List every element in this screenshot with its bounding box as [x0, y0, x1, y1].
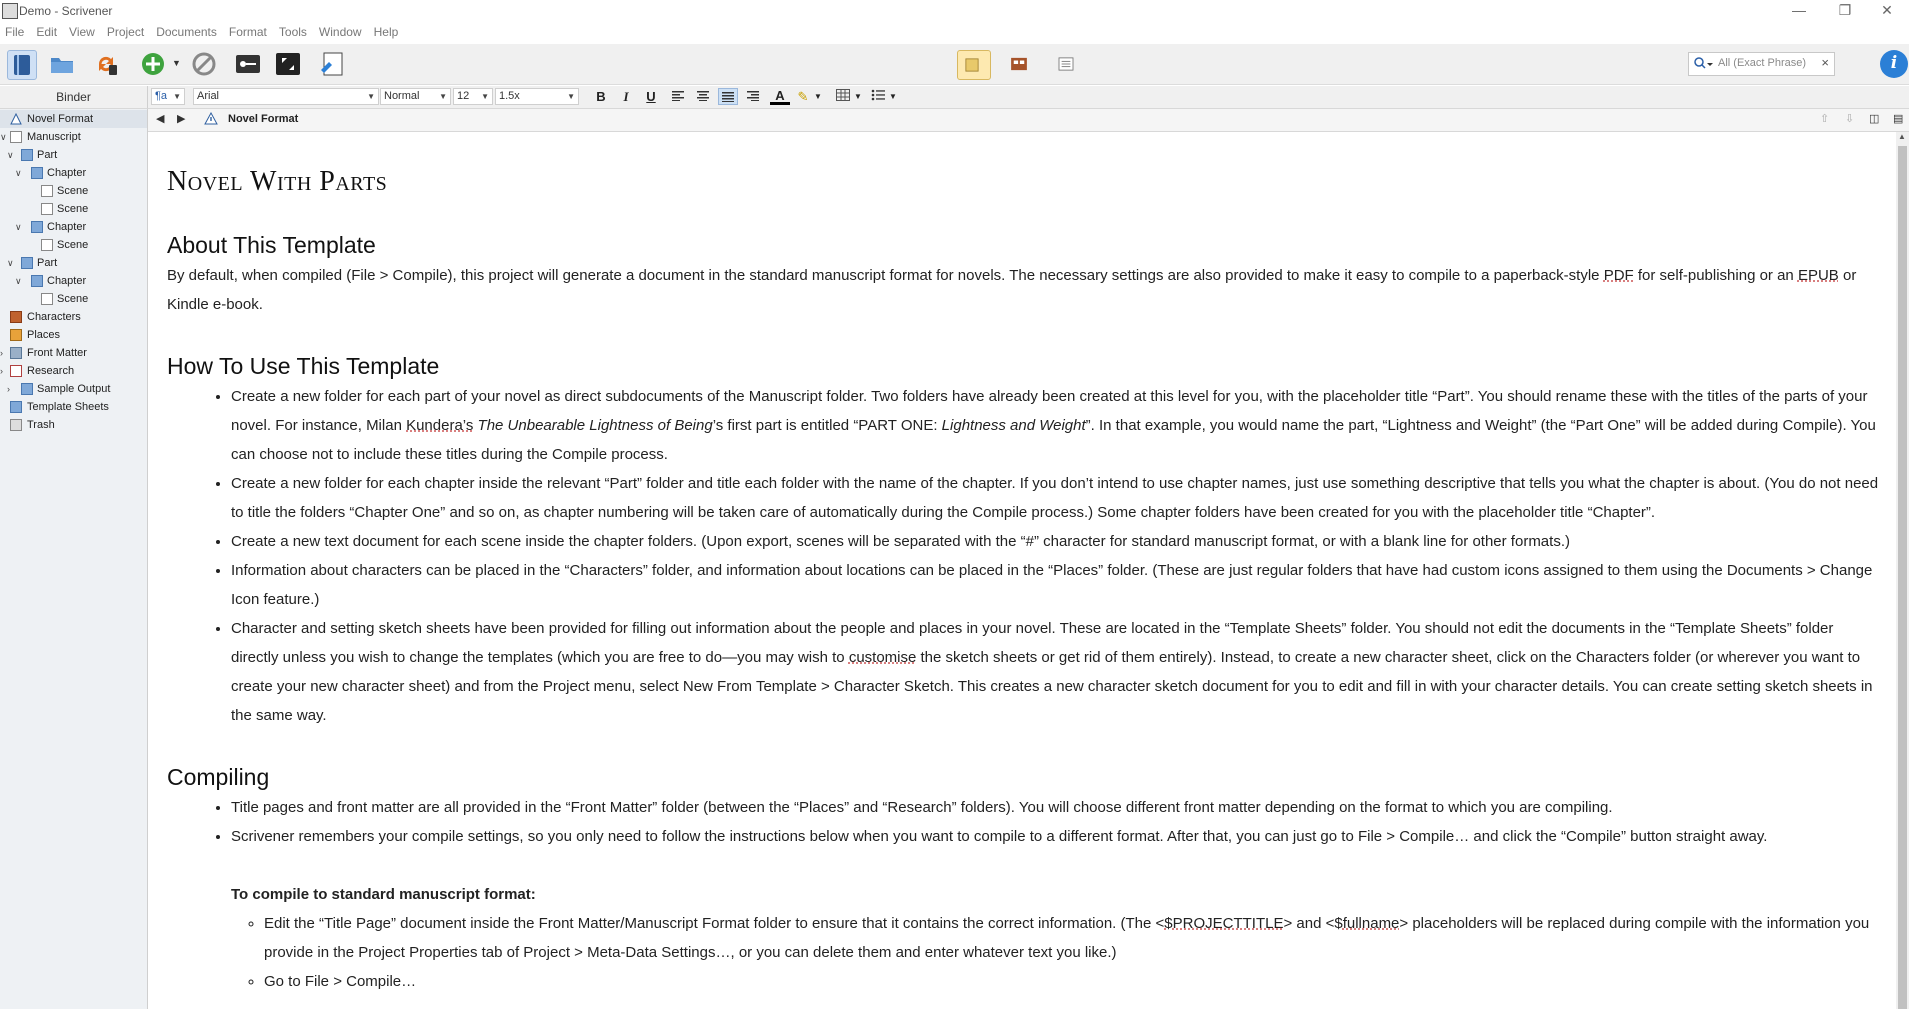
list-item: • Create a new text document for each scene inside the chapter folders. (Upon export, scenes will be separated with the “#” character for standard manuscript format, or with a blank line for other formats.)	[231, 527, 1879, 556]
binder-item-novel-format[interactable]: Novel Format	[0, 110, 147, 128]
research-icon	[10, 365, 22, 377]
places-icon	[10, 329, 22, 341]
align-right-icon	[747, 91, 759, 101]
delete-button[interactable]	[190, 50, 218, 78]
binder-item-front-matter[interactable]: › Front Matter	[0, 344, 147, 362]
binder-sidebar	[0, 109, 148, 1009]
binder-item-manuscript[interactable]: ∨ Manuscript	[0, 128, 147, 146]
underline-button[interactable]: U	[646, 89, 656, 104]
scroll-up-arrow-icon[interactable]: ▲	[1898, 132, 1906, 141]
open-folder-button[interactable]	[48, 50, 76, 78]
editor-text-area[interactable]	[148, 132, 1896, 1009]
warning-triangle-icon	[10, 113, 22, 125]
document-view-icon	[958, 51, 986, 79]
menu-project[interactable]: Project	[106, 25, 145, 39]
font-style-dropdown[interactable]: Normal ▼	[380, 88, 451, 105]
template-folder-icon	[10, 401, 22, 413]
list-item: ◦ Go to File > Compile…	[264, 967, 1879, 996]
menu-window[interactable]: Window	[318, 25, 362, 39]
title-bar	[0, 0, 1909, 22]
expand-arrow-icon[interactable]: ∨	[7, 150, 14, 160]
binder-item-template-sheets[interactable]: Template Sheets	[0, 398, 147, 416]
corkboard-view-button[interactable]	[1005, 50, 1037, 78]
binder-toggle-button[interactable]	[7, 50, 37, 80]
align-left-icon	[672, 91, 684, 101]
list-item: • Title pages and front matter are all provided in the “Front Matter” folder (between the “Places” and “Research” folders). You will choose different front matter depending on the format to which you are compiling.	[231, 793, 1879, 822]
next-document-icon[interactable]: ⇩	[1845, 113, 1855, 125]
binder-item-scene[interactable]: Scene	[0, 236, 147, 254]
binder-item-scene[interactable]: Scene	[0, 182, 147, 200]
binder-icon	[8, 51, 36, 79]
search-icon[interactable]	[1692, 56, 1714, 72]
keywords-button[interactable]	[234, 50, 262, 78]
table-dropdown-caret-icon[interactable]: ▼	[854, 92, 862, 101]
menu-edit[interactable]: Edit	[36, 25, 58, 39]
characters-icon	[10, 311, 22, 323]
expand-arrow-icon[interactable]: ∨	[15, 222, 22, 232]
menu-format[interactable]: Format	[228, 25, 267, 39]
key-icon	[234, 50, 262, 78]
menu-bar	[0, 22, 1909, 42]
list-item: • Information about characters can be placed in the “Characters” folder, and information about locations can be placed in the “Places” folder. (These are just regular folders that have had custom icons assigned to them using the Documents > Change Icon feature.)	[231, 556, 1879, 614]
search-input[interactable]: All (Exact Phrase)	[1718, 57, 1807, 69]
binder-item-part[interactable]: ∨ Part	[0, 254, 147, 272]
split-horizontal-icon[interactable]: ▤	[1893, 113, 1904, 125]
text-color-button[interactable]: A	[770, 88, 790, 105]
binder-header: Binder	[0, 86, 148, 109]
quick-reference-button[interactable]	[318, 50, 346, 78]
sync-button[interactable]	[92, 50, 120, 78]
collapse-arrow-icon[interactable]: ›	[0, 366, 3, 376]
document-icon	[41, 185, 53, 197]
close-button[interactable]: ✕	[1881, 2, 1893, 18]
restore-button[interactable]: ❐	[1838, 2, 1852, 18]
folder-icon	[48, 50, 76, 78]
forward-arrow-icon[interactable]: ▶	[177, 113, 186, 125]
compiling-heading: Compiling	[167, 764, 270, 790]
binder-item-part[interactable]: ∨ Part	[0, 146, 147, 164]
menu-view[interactable]: View	[69, 25, 95, 39]
editor-scrollbar[interactable]	[1896, 132, 1909, 1009]
about-paragraph: By default, when compiled (File > Compile), this project will generate a document in the standard manuscript format for novels. The necessary settings are also provided to make it easy to compile to a paperback-style PDF for self-publishing or an EPUB or Kindle e-book.	[167, 267, 1857, 313]
main-toolbar	[0, 44, 1909, 85]
binder-item-sample-output[interactable]: › Sample Output	[0, 380, 147, 398]
expand-arrow-icon[interactable]: ∨	[7, 258, 14, 268]
clear-search-icon[interactable]: ×	[1821, 55, 1829, 70]
how-to-heading: How To Use This Template	[167, 353, 440, 379]
previous-document-icon[interactable]: ⇧	[1820, 113, 1830, 125]
collapse-arrow-icon[interactable]: ›	[7, 384, 10, 394]
document-warning-icon	[204, 112, 218, 128]
binder-item-research[interactable]: › Research	[0, 362, 147, 380]
manuscript-icon	[10, 131, 22, 143]
collapse-arrow-icon[interactable]: ›	[0, 348, 3, 358]
binder-item-chapter[interactable]: ∨ Chapter	[0, 218, 147, 236]
binder-item-characters[interactable]: Characters	[0, 308, 147, 326]
menu-documents[interactable]: Documents	[156, 25, 217, 39]
sync-icon	[92, 50, 120, 78]
editor-document-title: Novel Format	[228, 113, 299, 125]
menu-tools[interactable]: Tools	[278, 25, 307, 39]
binder-item-trash[interactable]: Trash	[0, 416, 147, 434]
justify-icon	[722, 92, 734, 102]
italic-button[interactable]: I	[623, 89, 629, 104]
composition-mode-button[interactable]	[274, 50, 302, 78]
highlight-dropdown-caret-icon[interactable]: ▼	[814, 92, 822, 101]
line-spacing-dropdown[interactable]: 1.5x ▼	[495, 88, 579, 105]
corkboard-icon	[1005, 50, 1033, 78]
binder-item-scene[interactable]: Scene	[0, 200, 147, 218]
folder-icon	[10, 347, 22, 359]
back-arrow-icon[interactable]: ◀	[156, 113, 165, 125]
font-size-dropdown[interactable]: 12 ▼	[453, 88, 493, 105]
menu-file[interactable]: File	[5, 25, 25, 39]
justify-button[interactable]	[718, 88, 738, 105]
scrivener-app-icon	[2, 3, 18, 19]
expand-arrow-icon[interactable]: ∨	[15, 168, 22, 178]
add-icon	[139, 50, 167, 78]
font-family-dropdown[interactable]: Arial ▼	[193, 88, 379, 105]
folder-icon	[21, 383, 33, 395]
outliner-icon	[1052, 50, 1080, 78]
split-vertical-icon[interactable]: ◫	[1869, 113, 1880, 125]
format-bar	[148, 86, 1909, 109]
list-item: • Create a new folder for each chapter inside the relevant “Part” folder and title each folder with the name of the chapter. If you don’t intend to use chapter names, just use something descriptive that tells you what the chapter is about. (You do not need to title the folders “Chapter One” and so on, as chapter numbering will be taken care of automatically during the Compile process.) Some chapter folders have been created for you with the placeholder title “Chapter”.	[231, 469, 1879, 527]
list-dropdown-caret-icon[interactable]: ▼	[889, 92, 897, 101]
list-item: • Scrivener remembers your compile settings, so you only need to follow the instructions below when you want to compile to a different format. After that, you can just go to File > Compile… and click the “Compile” button straight away.	[231, 822, 1879, 851]
document-icon	[41, 293, 53, 305]
scrollbar-thumb[interactable]	[1898, 146, 1907, 1009]
expand-arrow-icon[interactable]: ∨	[15, 276, 22, 286]
align-center-icon	[697, 91, 709, 101]
menu-help[interactable]: Help	[373, 25, 399, 39]
bold-button[interactable]: B	[596, 89, 606, 104]
folder-icon	[31, 167, 43, 179]
folder-icon	[31, 221, 43, 233]
binder-item-chapter[interactable]: ∨ Chapter	[0, 164, 147, 182]
align-left-button[interactable]	[668, 88, 688, 105]
list-item: ◦ Edit the “Title Page” document inside the Front Matter/Manuscript Format folder to ensure that it contains the correct information. (The <$PROJECTTITLE> and <$fullname> placeholders will be replaced during compile with the information you provide in the Project Properties tab of Project > Meta-Data Settings…, or you can delete them and enter whatever text you like.)	[264, 909, 1879, 967]
about-heading: About This Template	[167, 232, 376, 258]
add-document-button[interactable]	[139, 50, 167, 78]
outliner-view-button[interactable]	[1052, 50, 1084, 78]
trash-icon	[10, 419, 22, 431]
align-center-button[interactable]	[693, 88, 713, 105]
folder-icon	[21, 149, 33, 161]
project-search-field[interactable]	[1688, 52, 1835, 76]
editor-header-bar	[148, 109, 1909, 132]
expand-arrow-icon[interactable]: ∨	[0, 132, 7, 142]
scrivenings-view-button[interactable]	[957, 50, 991, 80]
highlight-color-button[interactable]: ✎	[797, 89, 809, 104]
binder-item-chapter[interactable]: ∨ Chapter	[0, 272, 147, 290]
add-dropdown-caret-icon[interactable]: ▼	[172, 58, 181, 68]
minimize-button[interactable]: —	[1792, 2, 1806, 18]
folder-icon	[31, 275, 43, 287]
document-title: Novel With Parts	[167, 166, 388, 197]
list-item: • Create a new folder for each part of your novel as direct subdocuments of the Manuscript folder. Two folders have already been created at this level for you, with the placeholder title “Part”. You should rename these with the titles of the parts of your novel. For instance, Milan Kundera’s The Unbearable Lightness of Being’s first part is entitled “PART ONE: Lightness and Weight”. In that example, you would name the part, “Lightness and Weight” (the “Part One” will be added during Compile). You can choose not to include these titles during the Compile process.	[231, 382, 1879, 469]
compile-standard-subheading: To compile to standard manuscript format:	[231, 886, 536, 903]
align-right-button[interactable]	[743, 88, 763, 105]
list-item: • Character and setting sketch sheets have been provided for filling out information about the people and places in your novel. These are located in the “Template Sheets” folder. You should not edit the documents in the “Template Sheets” folder directly unless you wish to change the templates (which you are free to do—you may wish to customise the sketch sheets or get rid of them entirely). Instead, to create a new character sheet, click on the Characters folder (or wherever you want to create your new character sheet) and from the Project menu, select New From Template > Character Sketch. This creates a new character sketch document for you to edit and fill in with your character details. You can create setting sketch sheets in the same way.	[231, 614, 1879, 730]
window-title: Demo - Scrivener	[19, 4, 113, 18]
folder-icon	[21, 257, 33, 269]
binder-item-scene[interactable]: Scene	[0, 290, 147, 308]
paragraph-style-dropdown[interactable]: ¶a ▼	[151, 88, 185, 105]
inspector-info-button[interactable]: i	[1880, 50, 1908, 78]
document-icon	[41, 239, 53, 251]
quickref-icon	[318, 50, 346, 78]
document-icon	[41, 203, 53, 215]
no-entry-icon	[190, 50, 218, 78]
binder-item-places[interactable]: Places	[0, 326, 147, 344]
fullscreen-icon	[274, 50, 302, 78]
